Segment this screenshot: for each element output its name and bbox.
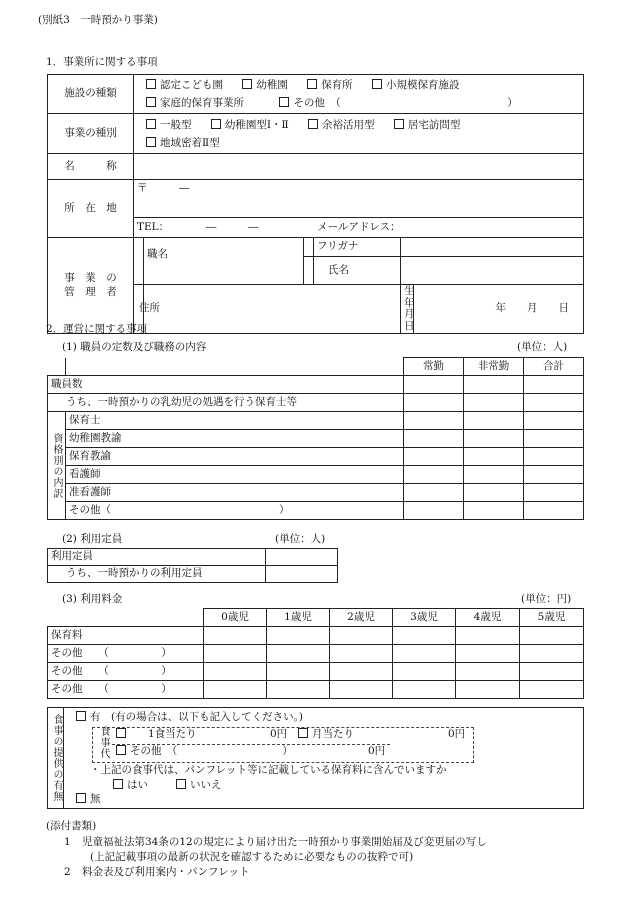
capacity-row: うち、一時預かりの利用定員 bbox=[48, 566, 266, 583]
staff-title: (1) 職員の定数及び職務の内容 bbox=[62, 341, 207, 353]
meal-other[interactable]: その他 （ ） bbox=[116, 745, 293, 759]
meal-yes[interactable]: 有 (有の場合は、以下も記入してください。) bbox=[76, 711, 303, 725]
form-id: (別紙3 一時預かり事業) bbox=[38, 14, 158, 26]
meal-question: ・上記の食事代は、パンフレット等に記載している保育料に含んでいますか bbox=[90, 764, 447, 776]
col-parttime: 非常勤 bbox=[464, 358, 524, 376]
attachment-no: 2 bbox=[64, 866, 71, 878]
email-label[interactable]: メールアドレス： bbox=[317, 220, 401, 233]
capacity-table bbox=[47, 548, 338, 583]
fees-title: (3) 利用料金 bbox=[62, 593, 123, 605]
address-label: 住所 bbox=[144, 285, 401, 334]
col-total: 合計 bbox=[524, 358, 584, 376]
row-staff-count: 職員数 bbox=[48, 376, 404, 394]
col-age: 2歳児 bbox=[330, 609, 393, 627]
attachment-text: 料金表及び利用案内・パンフレット bbox=[82, 866, 250, 878]
tel-field[interactable]: TEL： ― ― bbox=[137, 220, 259, 233]
meal-no[interactable]: 無 bbox=[76, 793, 101, 807]
staff-unit: (単位：人) bbox=[517, 341, 568, 353]
row-qual: 保育教諭 bbox=[66, 448, 404, 466]
attachment-note: (上記記載事項の最新の状況を確認するために必要なものの抜粋で可) bbox=[90, 851, 414, 863]
location-label: 所 在 地 bbox=[48, 180, 134, 238]
col-age: 5歳児 bbox=[520, 609, 584, 627]
meal-answer-yes[interactable]: はい bbox=[113, 779, 148, 793]
meal-per-month-unit: 0円 bbox=[448, 728, 466, 740]
attachment-text: 児童福祉法第34条の12の規定により届け出た一時預かり事業開始届及び変更届の写し bbox=[82, 836, 487, 848]
row-staff-sub: うち、一時預かりの乳幼児の処遇を行う保育士等 bbox=[48, 394, 404, 412]
capacity-row: 利用定員 bbox=[48, 549, 266, 566]
meal-answer-no[interactable]: いいえ bbox=[176, 779, 222, 793]
attachments-title: (添付書類) bbox=[46, 820, 97, 832]
checkbox-home-visit[interactable]: 居宅訪問型 bbox=[394, 119, 461, 131]
attachment-no: 1 bbox=[64, 836, 71, 848]
checkbox-family-nursery[interactable]: 家庭的保育事業所 bbox=[146, 97, 244, 109]
checkbox-other[interactable]: その他 （ bbox=[279, 97, 340, 109]
col-age: 4歳児 bbox=[456, 609, 520, 627]
name-label: 名 称 bbox=[48, 154, 134, 180]
qualification-group-label: 資格別の内訳 bbox=[48, 412, 66, 520]
fee-row: その他 （ ） bbox=[48, 645, 204, 663]
furigana-label: フリガナ bbox=[314, 238, 401, 257]
col-age: 0歳児 bbox=[204, 609, 267, 627]
capacity-title: (2) 利用定員 bbox=[62, 533, 123, 545]
meal-label: 食事の提供の有無 bbox=[51, 714, 62, 802]
row-qual: 准看護師 bbox=[66, 484, 404, 502]
meal-per-meal[interactable]: 1食当たり bbox=[116, 728, 197, 742]
checkbox-kindergarten[interactable]: 幼稚園 bbox=[242, 79, 288, 91]
checkbox-nursery[interactable]: 保育所 bbox=[307, 79, 353, 91]
birth-field[interactable]: 年 月 日 bbox=[414, 285, 584, 334]
staff-table bbox=[47, 357, 584, 520]
manager-title-label: 職名 bbox=[144, 238, 304, 285]
row-qual: 保育士 bbox=[66, 412, 404, 430]
section1-title: 1．事業所に関する事項 bbox=[46, 56, 158, 68]
checkbox-general[interactable]: 一般型 bbox=[146, 119, 192, 131]
person-name-label: 氏名 bbox=[314, 257, 401, 285]
postal-field[interactable]: 〒 ― bbox=[134, 180, 584, 218]
fee-row: 保育料 bbox=[48, 627, 204, 645]
business-type-label: 事業の種別 bbox=[48, 114, 134, 154]
row-qual: 幼稚園教諭 bbox=[66, 430, 404, 448]
meal-per-month[interactable]: 月当たり bbox=[298, 728, 354, 742]
checkbox-small-nursery[interactable]: 小規模保育施設 bbox=[372, 79, 460, 91]
person-name-field[interactable] bbox=[401, 257, 584, 285]
meal-per-meal-unit: 0円 bbox=[270, 728, 288, 740]
facility-type-label: 施設の種類 bbox=[48, 75, 134, 114]
row-qual: その他（ ） bbox=[66, 502, 404, 520]
meal-fee-label: 食事代 bbox=[98, 726, 109, 759]
checkbox-community[interactable]: 地域密着Ⅱ型 bbox=[146, 137, 220, 149]
name-field[interactable] bbox=[134, 154, 584, 180]
col-age: 3歳児 bbox=[393, 609, 456, 627]
fee-row: その他 （ ） bbox=[48, 663, 204, 681]
furigana-field[interactable] bbox=[401, 238, 584, 257]
checkbox-surplus[interactable]: 余裕活用型 bbox=[308, 119, 375, 131]
col-fulltime: 常勤 bbox=[404, 358, 464, 376]
row-qual: 看護師 bbox=[66, 466, 404, 484]
manager-label: 事 業 の 管 理 者 bbox=[48, 238, 134, 334]
facility-table: 施設の種類 認定こども園 幼稚園 保育所 小規模保育施設 家庭的保育事業所 その他 （ ） 事業の種別 一般型 幼稚園型Ⅰ・Ⅱ 余裕活用型 居宅訪問型 地域密着Ⅱ型 名 称 所 在 地 〒 ― TEL： ― ― メールアドレス： 事 業 の 管 理 者 職名 フリガナ 氏名 住所 生年 月日 年 月 日 bbox=[47, 74, 584, 334]
meal-other-unit: 0円 bbox=[368, 745, 386, 757]
birth-label: 生年 月日 bbox=[401, 285, 414, 334]
checkbox-certified[interactable]: 認定こども園 bbox=[146, 79, 223, 91]
col-age: 1歳児 bbox=[267, 609, 330, 627]
fees-table bbox=[47, 608, 584, 699]
fee-row: その他 （ ） bbox=[48, 681, 204, 699]
checkbox-kinder-type[interactable]: 幼稚園型Ⅰ・Ⅱ bbox=[211, 119, 289, 131]
section2-title: 2．運営に関する事項 bbox=[46, 323, 148, 335]
fees-unit: (単位：円) bbox=[521, 593, 572, 605]
capacity-unit: (単位：人) bbox=[275, 533, 326, 545]
